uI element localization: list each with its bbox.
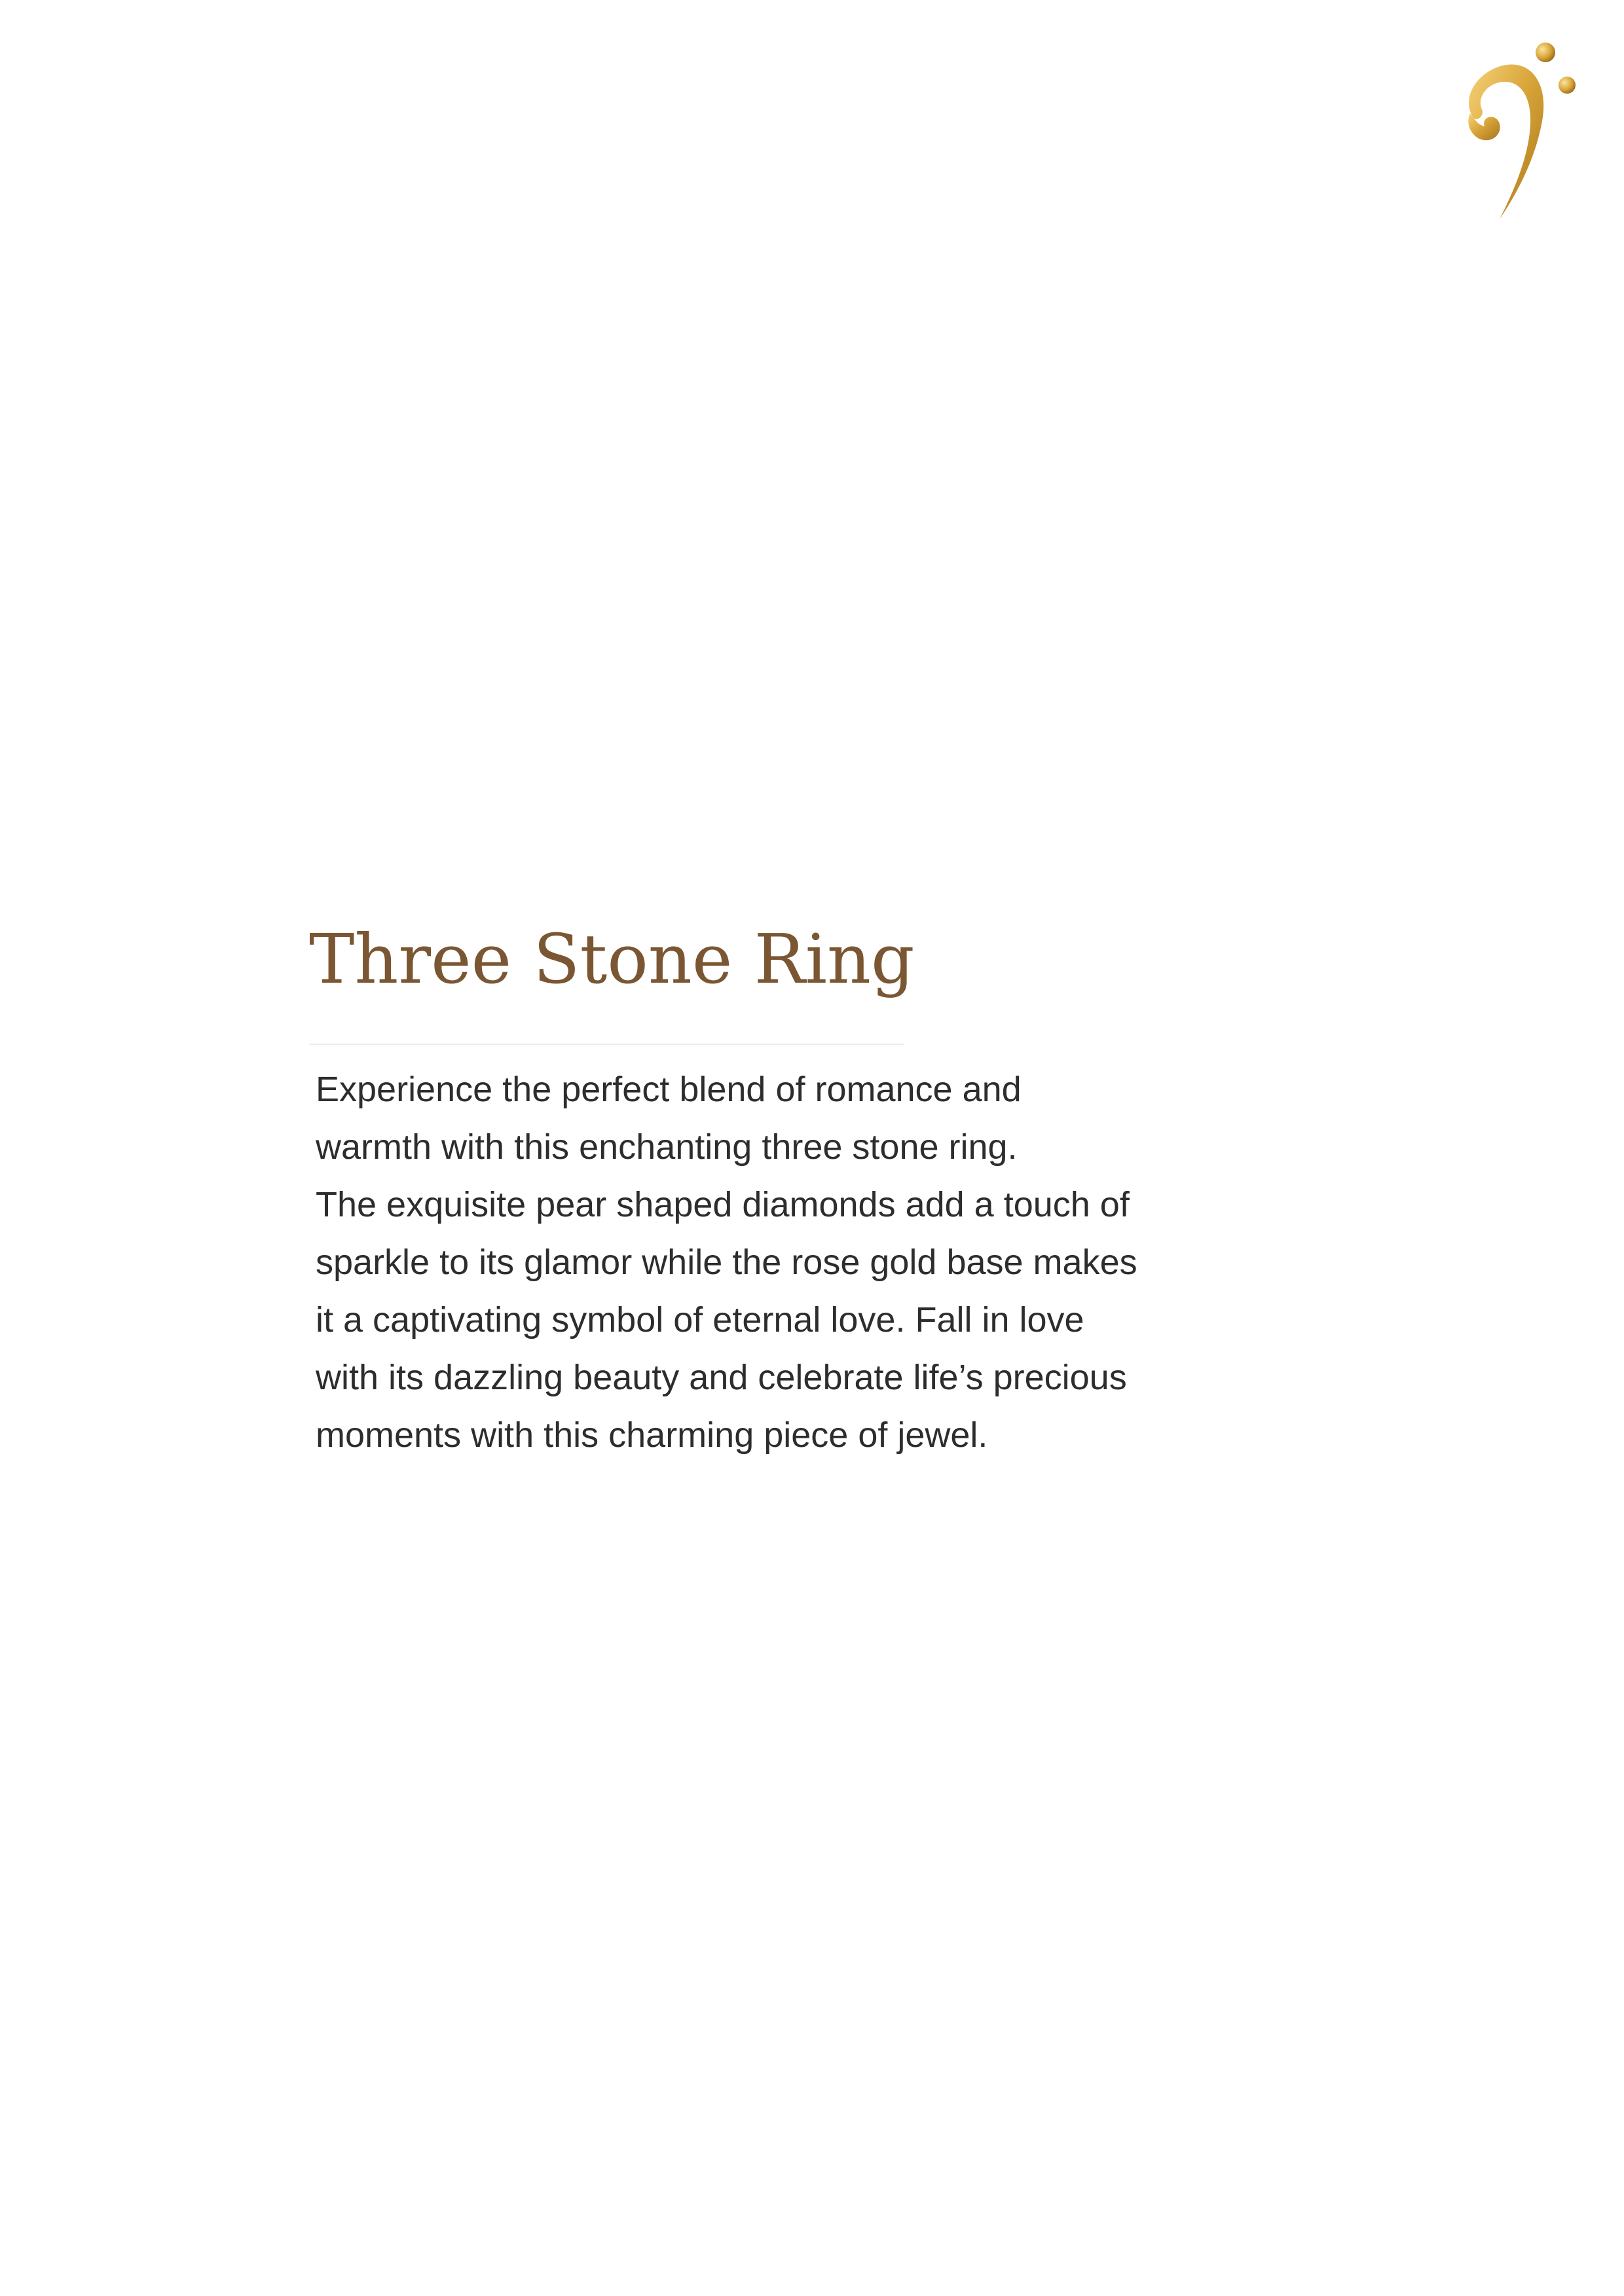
gold-swirl-logo-icon bbox=[1450, 36, 1601, 226]
title-divider bbox=[309, 1044, 904, 1045]
product-description: Experience the perfect blend of romance and warmth with this enchanting three stone ring. The exquisite pear shaped diamonds add a touch of sparkle to its glamor while the rose gold base makes it a captivating symbol of eternal love. Fall in love with its dazzling beauty and celebrate life’s precious moments with this charming piece of jewel. bbox=[316, 1070, 1137, 1455]
product-title: Three Stone Ring bbox=[309, 919, 915, 999]
